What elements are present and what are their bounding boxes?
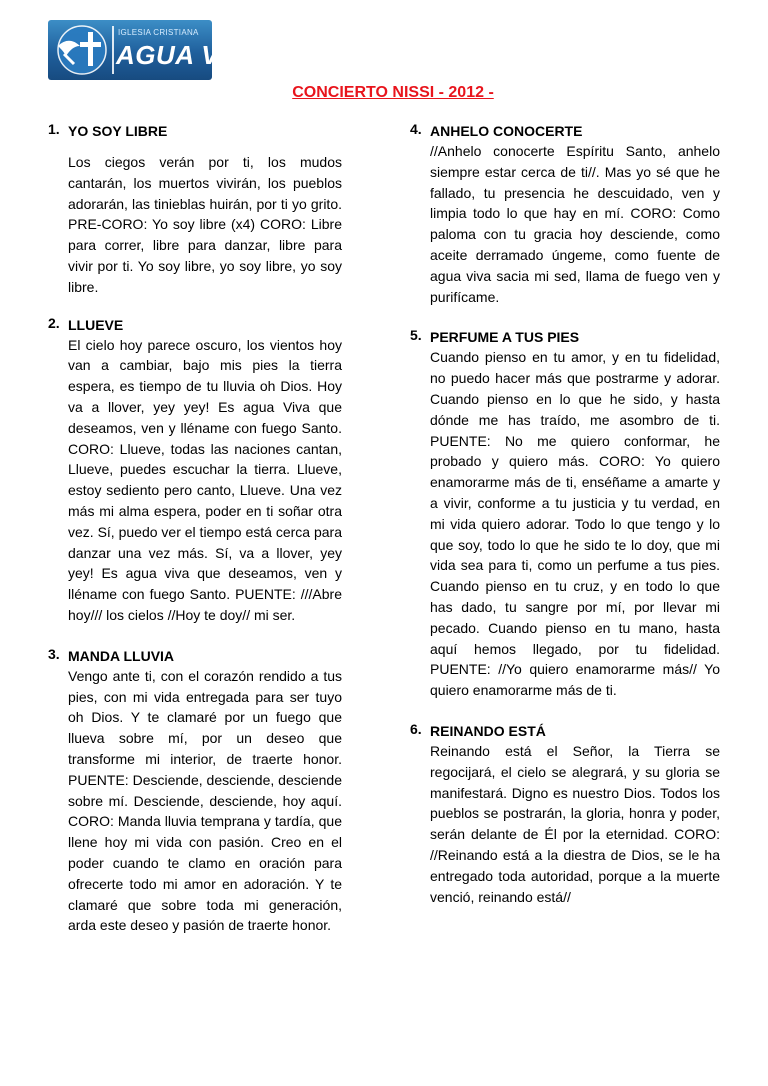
logo-brand: AGUA VIVA <box>116 40 263 70</box>
song-1 <box>48 121 342 298</box>
song-lyrics: Reinando está el Señor, la Tierra se regocijará, el cielo se alegrará, y su gloria se manifestará. Digno es nuestro Dios. Todos los pueblos se postrarán, la gloria, honra y poder, serán delante de Él por la eternidad. CORO: //Reinando está a la diestra de Dios, se le ha entregado toda autoridad, porque a la muerte venció, reinando está// <box>430 742 720 905</box>
song-number: 5. <box>410 327 422 344</box>
song-lyrics: //Anhelo conocerte Espíritu Santo, anhelo siempre estar cerca de ti//. Mas yo sé que he fallado, tu presencia he descuidado, ven y limpia todo lo que hay en mí. CORO: Como paloma con tu gracia hoy desciende, como aceite derramado úngeme, como fuente de agua viva sacia mi sed, llama de fuego ven y purifícame. <box>430 143 720 305</box>
song-2 <box>48 315 342 626</box>
song-6 <box>410 721 720 907</box>
church-logo <box>48 20 263 80</box>
song-5 <box>410 327 720 701</box>
song-title: REINANDO ESTÁ <box>430 722 546 739</box>
song-title: LLUEVE <box>68 316 124 333</box>
page-title: CONCIERTO NISSI - 2012 - <box>292 84 494 101</box>
left-column <box>48 121 342 936</box>
song-lyrics: El cielo hoy parece oscuro, los vientos hoy van a cambiar, bajo mis pies la tierra espera, es tiempo de tu lluvia oh Dios. Hoy va a llover, yey yey! Es agua Viva que deseamos, ven y lléname con fuego Santo. CORO: Llueve, todas las naciones cantan, Llueve, puedes escuchar la tierra. Llueve, estoy sediento pero canto, Llueve. Una vez más mi alma espera, poder en ti soñar otra vez. Sí, puedo ver el tiempo está cerca para danzar una vez más. Sí, va a llover, yey yey! Es agua viva que deseamos, ven y lléname con fuego Santo. PUENTE: ///Abre hoy/// los cielos //Hoy te doy// mi ser. <box>68 336 342 623</box>
logo-divider <box>112 26 114 74</box>
song-title: MANDA LLUVIA <box>68 647 175 664</box>
song-title: ANHELO CONOCERTE <box>430 123 583 139</box>
song-number: 4. <box>410 121 422 137</box>
song-4 <box>410 121 720 307</box>
logo-subtitle: IGLESIA CRISTIANA <box>118 28 199 37</box>
dove-cross-icon <box>52 24 112 76</box>
song-number: 3. <box>48 645 60 662</box>
song-number: 2. <box>48 314 60 331</box>
right-column <box>410 121 720 907</box>
song-lyrics: Vengo ante ti, con el corazón rendido a tus pies, con mi vida entregada para ser tuyo oh Dios. Y te clamaré por un fuego que llueva sobre mí, por un deseo que transforme mi interior, de traerte honor. PUENTE: Desciende, desciende, desciende sobre mí. Desciende, desciende, hoy aquí. CORO: Manda lluvia temprana y tardía, que llene hoy mi vida con pasión. Creo en el poder cuando te clamo en oración para ofrecerte todo mi amor en adoración. Y te clamaré que sobre toda mi generación, arda este deseo y pasión de traerte honor. <box>68 667 342 934</box>
song-3 <box>48 646 342 936</box>
song-title: PERFUME A TUS PIES <box>430 329 580 346</box>
song-lyrics: Los ciegos verán por ti, los mudos cantarán, los muertos vivirán, los pueblos adorarán, las tinieblas huirán, por ti yo grito. PRE-CORO: Yo soy libre (x4) CORO: Libre para correr, libre para danzar, libre para vivir por ti. Yo soy libre, yo soy libre, yo soy libre. <box>68 154 342 295</box>
song-title: YO SOY LIBRE <box>68 123 168 139</box>
song-number: 6. <box>410 720 422 737</box>
song-lyrics: Cuando pienso en tu amor, y en tu fidelidad, no puedo hacer más que postrarme y adorar. Cuando pienso en lo que he sido, y hasta dónde me has traído, me asombro de ti. PUENTE: No me quiero conformar, he probado y quiero más. CORO: Yo quiero enamorarme más de ti, enséñame a amarte y a vivir, conforme a tu justicia y tu verdad, en mi vida quiero adorar. Todo lo que tengo y lo que soy, todo lo que he sido te lo doy, que mi vida sea para ti, como un perfume a tus pies. Cuando pienso en tu cruz, y en todo lo que has dado, tu sangre por mí, por llevar mi pecado. Cuando pienso en tu mano, hasta aquí hemos llegado, por tu fidelidad. PUENTE: //Yo quiero enamorarme más// Yo quiero enamorarme más de ti. <box>430 349 720 699</box>
song-number: 1. <box>48 121 60 137</box>
